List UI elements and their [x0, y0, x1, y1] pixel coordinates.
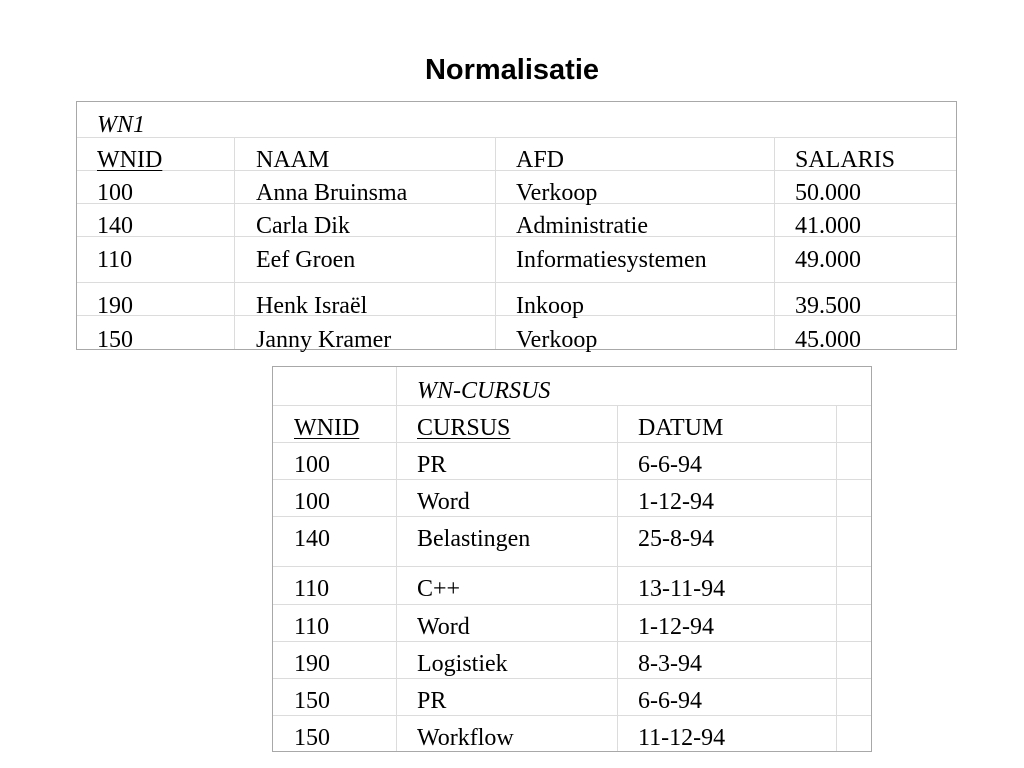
gridline — [273, 566, 871, 567]
column-header-naam: NAAM — [256, 147, 330, 173]
table-cell: Janny Kramer — [256, 327, 392, 353]
gridline — [396, 367, 397, 751]
gridline — [273, 715, 871, 716]
column-header-wnid: WNID — [97, 147, 163, 173]
gridline — [273, 405, 871, 406]
table-cell: 45.000 — [795, 327, 861, 353]
table-name: WN1 — [97, 112, 145, 138]
table-cell: Workflow — [417, 725, 514, 751]
gridline — [495, 137, 496, 349]
table-cell: Informatiesystemen — [516, 247, 707, 273]
table-cell: Word — [417, 614, 470, 640]
table-cell: 140 — [294, 526, 330, 552]
table-cell: 100 — [294, 452, 330, 478]
gridline — [77, 282, 956, 283]
table-name: WN-CURSUS — [417, 378, 551, 404]
table-cell: Inkoop — [516, 293, 584, 319]
table-cell: Anna Bruinsma — [256, 180, 408, 206]
page-title: Normalisatie — [424, 54, 600, 86]
table-cell: 110 — [294, 614, 330, 640]
column-header-salaris: SALARIS — [795, 147, 896, 173]
table-cell: Verkoop — [516, 180, 598, 206]
gridline — [774, 137, 775, 349]
gridline — [77, 137, 956, 138]
table-cell: Administratie — [516, 213, 648, 239]
gridline — [273, 604, 871, 605]
table-cell: 190 — [97, 293, 133, 319]
table-cell: 110 — [97, 247, 133, 273]
wn-cursus-table — [272, 366, 872, 752]
table-cell: 50.000 — [795, 180, 861, 206]
table-cell: Logistiek — [417, 651, 508, 677]
table-cell: 1-12-94 — [638, 614, 714, 640]
table-cell: 41.000 — [795, 213, 861, 239]
table-cell: 49.000 — [795, 247, 861, 273]
table-cell: 11-12-94 — [638, 725, 726, 751]
table-cell: 190 — [294, 651, 330, 677]
column-header-datum: DATUM — [638, 415, 724, 441]
wn1-table — [76, 101, 957, 353]
gridline — [836, 405, 837, 751]
table-cell: Word — [417, 489, 470, 515]
table-cell: 25-8-94 — [638, 526, 714, 552]
column-header-cursus: CURSUS — [417, 415, 511, 441]
table-cell: 6-6-94 — [638, 688, 702, 714]
table-cell: 39.500 — [795, 293, 861, 319]
table-cell: 150 — [97, 327, 133, 353]
table-cell: 150 — [294, 725, 330, 751]
table-cell: 13-11-94 — [638, 576, 726, 602]
table-cell: Verkoop — [516, 327, 598, 353]
table-cell: 8-3-94 — [638, 651, 702, 677]
gridline — [273, 641, 871, 642]
table-cell: 110 — [294, 576, 330, 602]
table-cell: Henk Israël — [256, 293, 368, 319]
table-cell: 6-6-94 — [638, 452, 702, 478]
column-header-wnid: WNID — [294, 415, 360, 441]
table-cell: C++ — [417, 576, 461, 602]
table-cell: Carla Dik — [256, 213, 350, 239]
gridline — [234, 137, 235, 349]
gridline — [273, 479, 871, 480]
table-cell: PR — [417, 688, 447, 714]
gridline — [273, 678, 871, 679]
table-cell: 1-12-94 — [638, 489, 714, 515]
gridline — [273, 442, 871, 443]
gridline — [273, 516, 871, 517]
table-cell: PR — [417, 452, 447, 478]
column-header-afd: AFD — [516, 147, 565, 173]
table-cell: 100 — [294, 489, 330, 515]
table-cell: Eef Groen — [256, 247, 356, 273]
table-cell: 140 — [97, 213, 133, 239]
table-cell: Belastingen — [417, 526, 531, 552]
table-cell: 100 — [97, 180, 133, 206]
table-cell: 150 — [294, 688, 330, 714]
gridline — [617, 405, 618, 751]
